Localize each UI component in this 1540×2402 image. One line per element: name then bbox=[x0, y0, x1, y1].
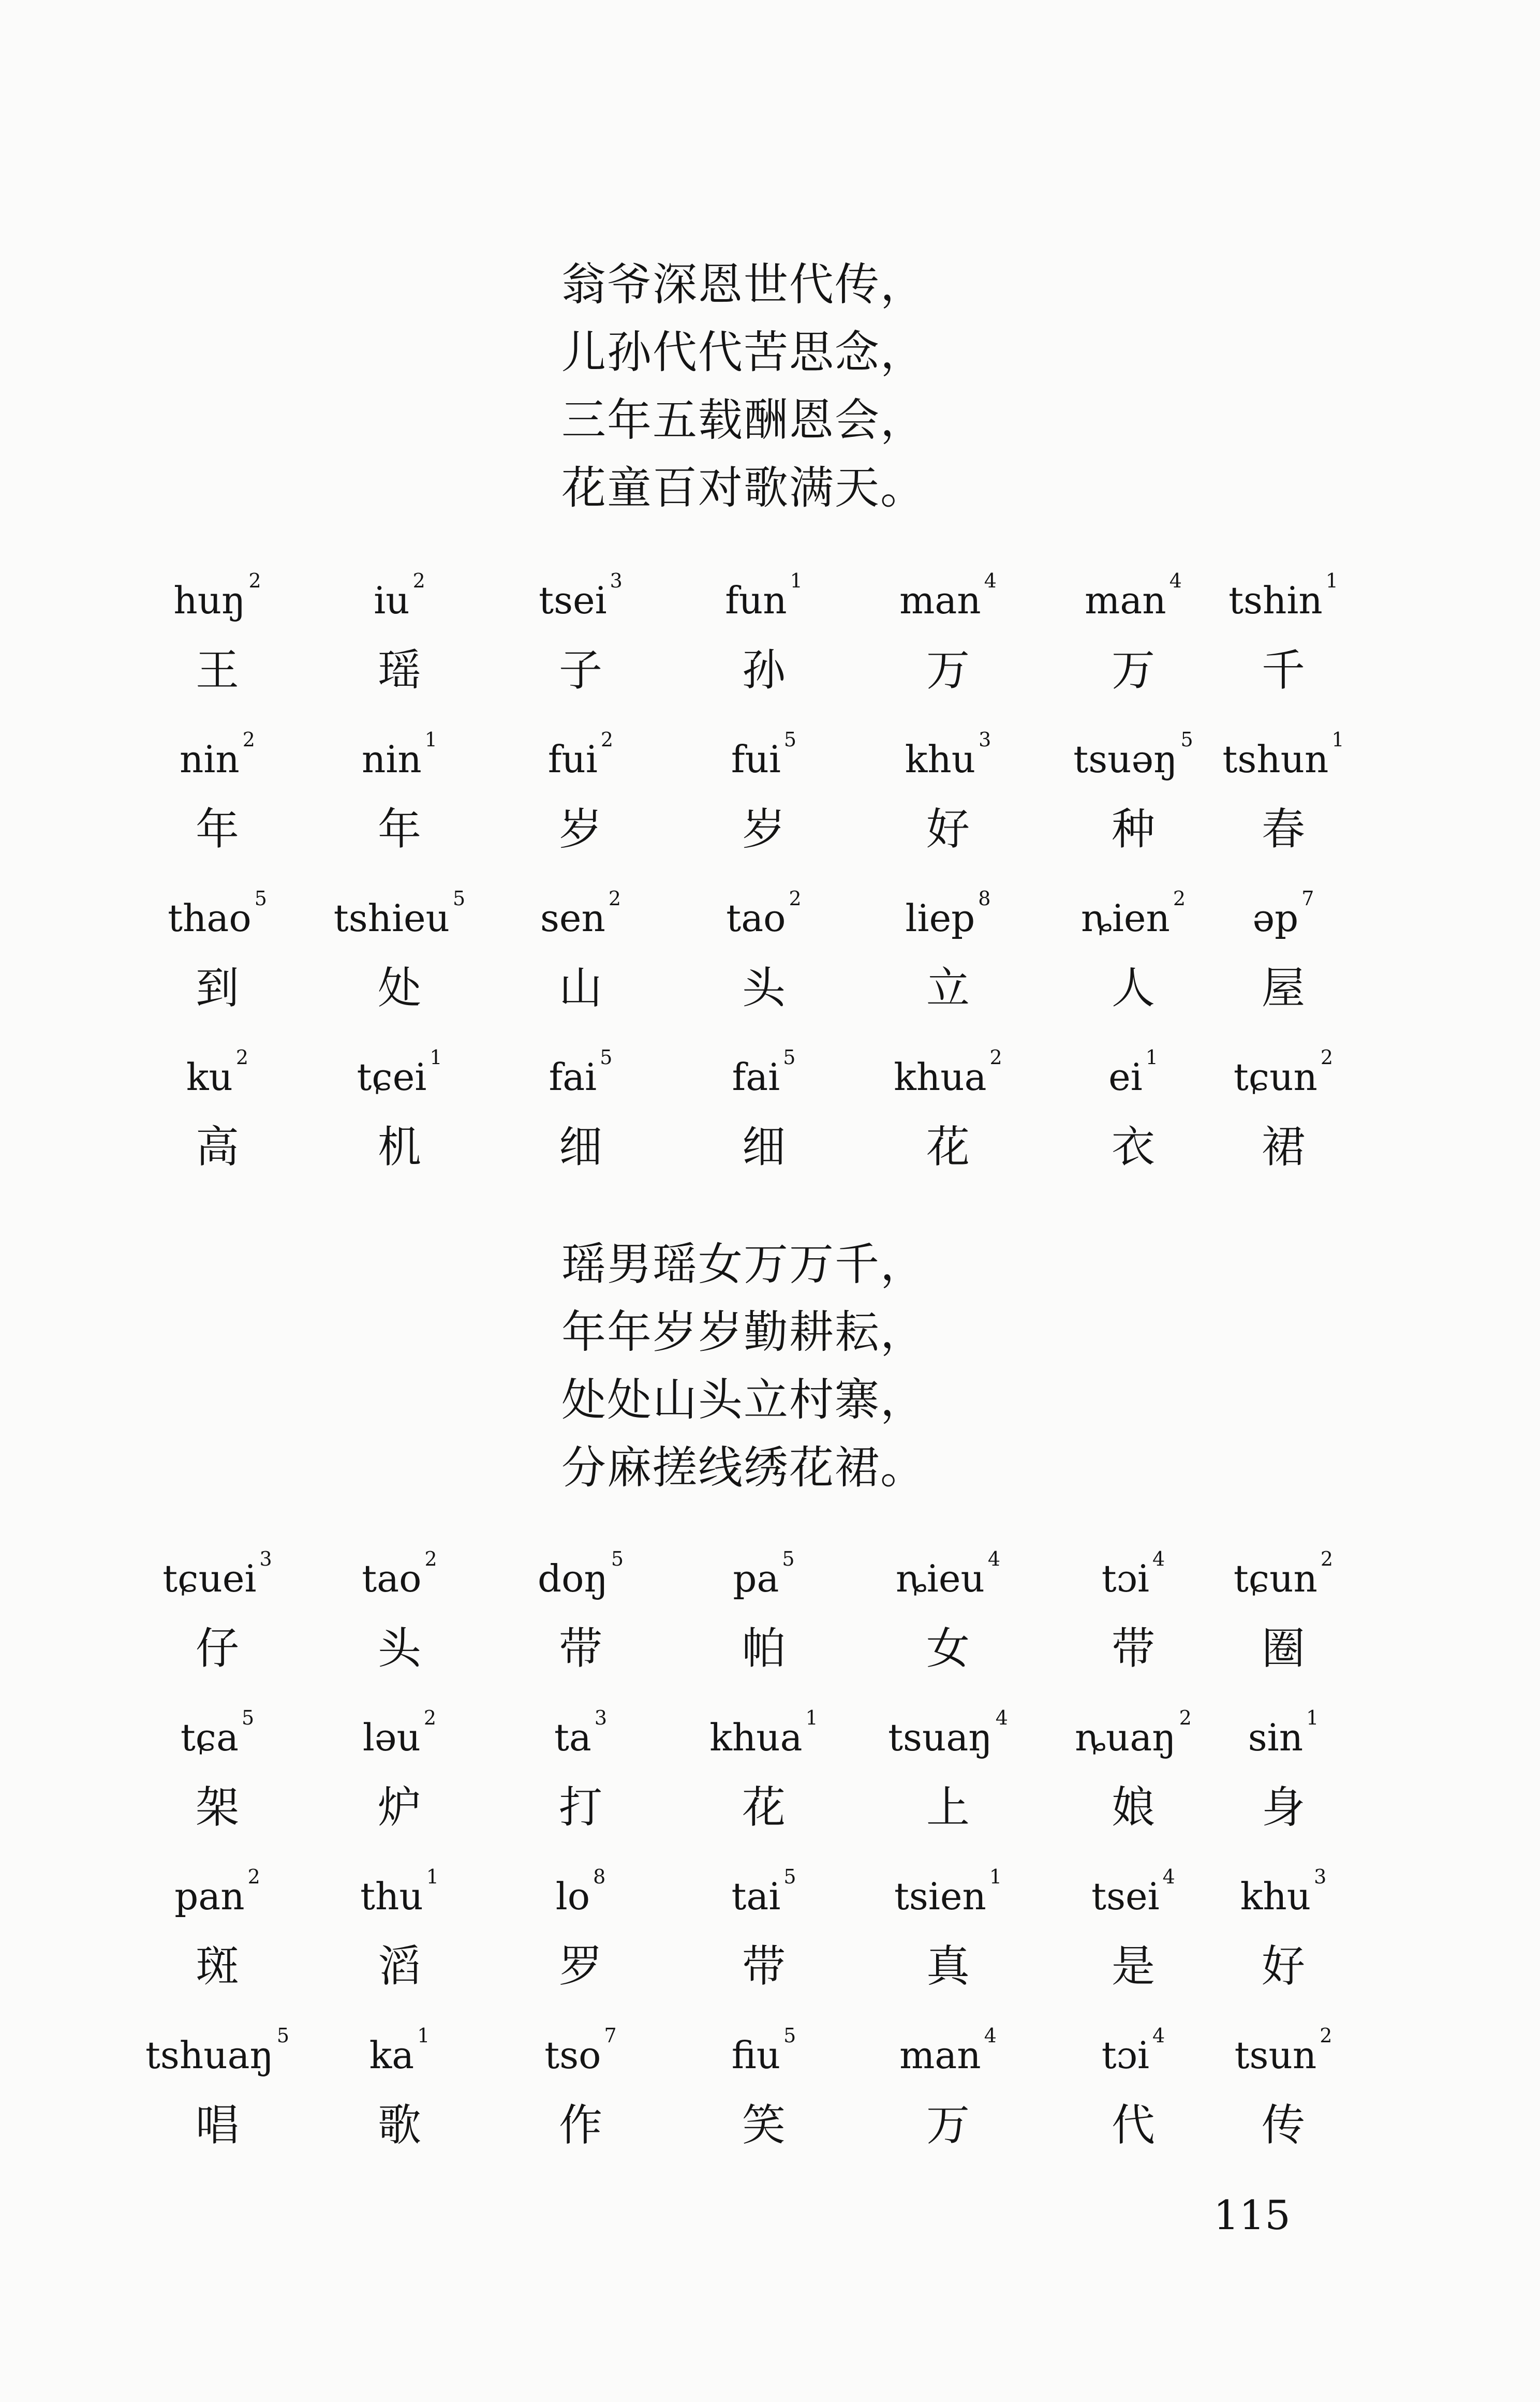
romanization bbox=[306, 726, 493, 793]
chinese-character: 春 bbox=[1261, 804, 1305, 854]
romanization bbox=[124, 1704, 310, 1771]
gloss-cell bbox=[855, 1043, 1041, 1183]
romanization bbox=[1190, 1545, 1376, 1612]
romanization bbox=[671, 567, 857, 634]
tone-number: 3 bbox=[594, 1706, 608, 1729]
syllable: ləu bbox=[362, 1716, 421, 1759]
syllable: ku bbox=[186, 1055, 233, 1099]
poem-line: 年年岁岁勤耕耘， bbox=[561, 1306, 926, 1358]
gloss-cell bbox=[1190, 1863, 1376, 2002]
chinese-character: 山 bbox=[558, 963, 602, 1013]
gloss-cell bbox=[487, 885, 674, 1024]
chinese-character: 到 bbox=[195, 963, 239, 1013]
romanization bbox=[855, 726, 1041, 793]
romanization bbox=[1190, 885, 1376, 952]
romanization bbox=[671, 1043, 857, 1111]
poem-line: 三年五载酬恩会， bbox=[561, 394, 926, 446]
tone-number: 1 bbox=[989, 1865, 1002, 1888]
syllable: ka bbox=[369, 2033, 414, 2077]
chinese-character: 好 bbox=[926, 804, 970, 854]
romanization bbox=[1190, 726, 1376, 793]
romanization bbox=[671, 2022, 857, 2089]
chinese-character: 笑 bbox=[742, 2100, 786, 2150]
syllable: fai bbox=[732, 1055, 780, 1099]
syllable: fun bbox=[725, 579, 787, 622]
interlinear-gloss-block-2 bbox=[0, 1545, 1540, 2180]
romanization bbox=[1190, 1043, 1376, 1111]
tone-number: 4 bbox=[1169, 569, 1182, 592]
chinese-character: 圈 bbox=[1261, 1623, 1305, 1674]
chinese-character: 千 bbox=[1261, 645, 1305, 696]
syllable: əp bbox=[1252, 896, 1299, 940]
tone-number: 1 bbox=[417, 2024, 430, 2047]
tone-number: 2 bbox=[608, 887, 621, 910]
chinese-character: 带 bbox=[1111, 1623, 1155, 1674]
romanization bbox=[1190, 1704, 1376, 1771]
tone-number: 7 bbox=[1301, 887, 1314, 910]
chinese-character: 衣 bbox=[1111, 1122, 1155, 1172]
gloss-cell bbox=[487, 1545, 674, 1685]
chinese-character: 年 bbox=[195, 804, 239, 854]
gloss-cell bbox=[671, 1545, 857, 1685]
romanization bbox=[487, 885, 674, 952]
romanization bbox=[487, 1863, 674, 1930]
tone-number: 5 bbox=[783, 1046, 796, 1069]
syllable: tɕa bbox=[180, 1716, 239, 1759]
chinese-character: 人 bbox=[1111, 963, 1155, 1013]
romanization bbox=[306, 885, 493, 952]
gloss-cell bbox=[671, 2022, 857, 2161]
gloss-cell bbox=[306, 2022, 493, 2161]
tone-number: 5 bbox=[783, 2024, 796, 2047]
tone-number: 2 bbox=[1173, 887, 1186, 910]
chinese-character: 王 bbox=[195, 645, 239, 696]
tone-number: 5 bbox=[782, 1548, 795, 1570]
tone-number: 5 bbox=[242, 1706, 255, 1729]
gloss-row bbox=[0, 567, 1540, 726]
chinese-character: 好 bbox=[1261, 1941, 1305, 1992]
gloss-cell bbox=[487, 1863, 674, 2002]
tone-number: 4 bbox=[984, 569, 997, 592]
gloss-cell bbox=[671, 885, 857, 1024]
tone-number: 2 bbox=[412, 569, 425, 592]
tone-number: 5 bbox=[453, 887, 466, 910]
romanization bbox=[306, 1545, 493, 1612]
syllable: ȵien bbox=[1080, 896, 1170, 940]
tone-number: 1 bbox=[424, 728, 437, 751]
gloss-cell bbox=[671, 1863, 857, 2002]
gloss-cell bbox=[487, 726, 674, 865]
romanization bbox=[487, 2022, 674, 2089]
poem-line: 翁爷深恩世代传， bbox=[561, 259, 926, 311]
chinese-character: 瑶 bbox=[377, 645, 421, 696]
tone-number: 3 bbox=[610, 569, 623, 592]
gloss-cell bbox=[306, 1043, 493, 1183]
romanization bbox=[124, 567, 310, 634]
romanization bbox=[671, 1704, 857, 1771]
page-number: 115 bbox=[1213, 2192, 1291, 2239]
syllable: tshieu bbox=[333, 896, 450, 940]
gloss-cell bbox=[855, 726, 1041, 865]
tone-number: 3 bbox=[259, 1548, 272, 1570]
interlinear-gloss-block-1 bbox=[0, 567, 1540, 1202]
tone-number: 2 bbox=[247, 1865, 260, 1888]
chinese-character: 娘 bbox=[1111, 1782, 1155, 1833]
romanization bbox=[671, 885, 857, 952]
romanization bbox=[124, 2022, 310, 2089]
chinese-character: 万 bbox=[926, 645, 970, 696]
tone-number: 2 bbox=[989, 1046, 1002, 1069]
chinese-character: 立 bbox=[926, 963, 970, 1013]
tone-number: 4 bbox=[1152, 2024, 1165, 2047]
gloss-cell bbox=[487, 1043, 674, 1183]
tone-number: 2 bbox=[1320, 1046, 1334, 1069]
chinese-character: 罗 bbox=[558, 1941, 602, 1992]
poem-stanza-1 bbox=[561, 251, 926, 522]
chinese-character: 帕 bbox=[742, 1623, 786, 1674]
chinese-character: 孙 bbox=[742, 645, 786, 696]
gloss-cell bbox=[855, 1545, 1041, 1685]
romanization bbox=[487, 1545, 674, 1612]
chinese-character: 花 bbox=[926, 1122, 970, 1172]
syllable: pa bbox=[733, 1557, 779, 1600]
tone-number: 1 bbox=[426, 1865, 439, 1888]
syllable: tsuəŋ bbox=[1073, 738, 1178, 781]
tone-number: 3 bbox=[1314, 1865, 1327, 1888]
syllable: tao bbox=[362, 1557, 422, 1600]
syllable: ta bbox=[554, 1716, 591, 1759]
gloss-cell bbox=[487, 567, 674, 706]
syllable: fai bbox=[549, 1055, 597, 1099]
romanization bbox=[124, 885, 310, 952]
syllable: fiu bbox=[731, 2033, 781, 2077]
syllable: khua bbox=[894, 1055, 987, 1099]
syllable: doŋ bbox=[538, 1557, 608, 1600]
tone-number: 2 bbox=[235, 1046, 249, 1069]
tone-number: 2 bbox=[1320, 2024, 1332, 2047]
chinese-character: 唱 bbox=[195, 2100, 239, 2150]
syllable: sen bbox=[540, 896, 605, 940]
syllable: man bbox=[1085, 579, 1166, 622]
chinese-character: 高 bbox=[195, 1122, 239, 1172]
tone-number: 4 bbox=[984, 2024, 997, 2047]
tone-number: 1 bbox=[1331, 728, 1344, 751]
tone-number: 2 bbox=[242, 728, 255, 751]
romanization bbox=[306, 2022, 493, 2089]
syllable: nin bbox=[362, 738, 422, 781]
chinese-character: 代 bbox=[1111, 2100, 1155, 2150]
gloss-row bbox=[0, 2022, 1540, 2180]
gloss-cell bbox=[1190, 885, 1376, 1024]
chinese-character: 种 bbox=[1111, 804, 1155, 854]
gloss-cell bbox=[306, 1545, 493, 1685]
tone-number: 8 bbox=[978, 887, 991, 910]
tone-number: 5 bbox=[783, 1865, 796, 1888]
gloss-cell bbox=[855, 885, 1041, 1024]
syllable: tshun bbox=[1222, 738, 1329, 781]
gloss-cell bbox=[306, 1863, 493, 2002]
chinese-character: 真 bbox=[926, 1941, 970, 1992]
chinese-character: 年 bbox=[377, 804, 421, 854]
romanization bbox=[487, 1704, 674, 1771]
chinese-character: 子 bbox=[558, 645, 602, 696]
gloss-cell bbox=[306, 1704, 493, 1844]
chinese-character: 女 bbox=[926, 1623, 970, 1674]
romanization bbox=[855, 885, 1041, 952]
gloss-cell bbox=[124, 1545, 310, 1685]
gloss-cell bbox=[1190, 1043, 1376, 1183]
tone-number: 5 bbox=[276, 2024, 290, 2047]
gloss-cell bbox=[306, 567, 493, 706]
syllable: tso bbox=[544, 2033, 601, 2077]
romanization bbox=[124, 1043, 310, 1111]
chinese-character: 屋 bbox=[1261, 963, 1305, 1013]
romanization bbox=[855, 1043, 1041, 1111]
gloss-cell bbox=[487, 2022, 674, 2161]
gloss-cell bbox=[124, 2022, 310, 2161]
gloss-cell bbox=[124, 1043, 310, 1183]
tone-number: 2 bbox=[789, 887, 802, 910]
syllable: khu bbox=[905, 738, 976, 781]
poem-line: 瑶男瑶女万万千， bbox=[561, 1239, 926, 1290]
gloss-cell bbox=[671, 567, 857, 706]
romanization bbox=[487, 567, 674, 634]
tone-number: 2 bbox=[248, 569, 261, 592]
tone-number: 2 bbox=[423, 1706, 437, 1729]
chinese-character: 炉 bbox=[377, 1782, 421, 1833]
romanization bbox=[855, 1704, 1041, 1771]
chinese-character: 花 bbox=[742, 1782, 786, 1833]
syllable: ei bbox=[1108, 1055, 1143, 1099]
syllable: tshuaŋ bbox=[145, 2033, 274, 2077]
romanization bbox=[855, 1863, 1041, 1930]
syllable: sin bbox=[1248, 1716, 1304, 1759]
tone-number: 2 bbox=[1179, 1706, 1192, 1729]
chinese-character: 滔 bbox=[377, 1941, 421, 1992]
syllable: iu bbox=[374, 579, 410, 622]
romanization bbox=[306, 1704, 493, 1771]
syllable: tɔi bbox=[1101, 1557, 1150, 1600]
romanization bbox=[124, 726, 310, 793]
syllable: tsuaŋ bbox=[888, 1716, 993, 1759]
romanization bbox=[124, 1545, 310, 1612]
tone-number: 1 bbox=[1145, 1046, 1158, 1069]
poem-line: 处处山头立村寨， bbox=[561, 1374, 926, 1426]
syllable: tsei bbox=[1091, 1875, 1160, 1918]
tone-number: 4 bbox=[995, 1706, 1008, 1729]
poem-line: 儿孙代代苦思念， bbox=[561, 327, 926, 378]
syllable: tɕun bbox=[1233, 1557, 1317, 1600]
gloss-cell bbox=[306, 726, 493, 865]
syllable: fui bbox=[731, 738, 781, 781]
tone-number: 5 bbox=[611, 1548, 624, 1570]
chinese-character: 传 bbox=[1261, 2100, 1305, 2150]
syllable: khu bbox=[1240, 1875, 1311, 1918]
gloss-cell bbox=[855, 1863, 1041, 2002]
syllable: tai bbox=[731, 1875, 781, 1918]
romanization bbox=[671, 1545, 857, 1612]
gloss-cell bbox=[306, 885, 493, 1024]
tone-number: 4 bbox=[1152, 1548, 1165, 1570]
chinese-character: 歌 bbox=[377, 2100, 421, 2150]
chinese-character: 岁 bbox=[742, 804, 786, 854]
syllable: tɕun bbox=[1233, 1055, 1317, 1099]
gloss-cell bbox=[487, 1704, 674, 1844]
gloss-row bbox=[0, 885, 1540, 1043]
chinese-character: 处 bbox=[377, 963, 421, 1013]
chinese-character: 打 bbox=[558, 1782, 602, 1833]
syllable: pan bbox=[174, 1875, 245, 1918]
romanization bbox=[124, 1863, 310, 1930]
syllable: tsien bbox=[894, 1875, 986, 1918]
gloss-cell bbox=[855, 1704, 1041, 1844]
tone-number: 1 bbox=[430, 1046, 442, 1069]
gloss-cell bbox=[124, 726, 310, 865]
chinese-character: 仔 bbox=[195, 1623, 239, 1674]
tone-number: 1 bbox=[790, 569, 803, 592]
chinese-character: 斑 bbox=[195, 1941, 239, 1992]
tone-number: 5 bbox=[254, 887, 267, 910]
syllable: tɔi bbox=[1101, 2033, 1150, 2077]
gloss-cell bbox=[124, 567, 310, 706]
chinese-character: 是 bbox=[1111, 1941, 1155, 1992]
romanization bbox=[855, 567, 1041, 634]
syllable: tao bbox=[726, 896, 786, 940]
romanization bbox=[487, 1043, 674, 1111]
syllable: tsun bbox=[1234, 2033, 1317, 2077]
romanization bbox=[855, 1545, 1041, 1612]
romanization bbox=[306, 1863, 493, 1930]
chinese-character: 带 bbox=[558, 1623, 602, 1674]
gloss-row bbox=[0, 1863, 1540, 2022]
gloss-cell bbox=[1190, 1704, 1376, 1844]
gloss-cell bbox=[671, 1043, 857, 1183]
tone-number: 4 bbox=[1162, 1865, 1175, 1888]
syllable: tshin bbox=[1228, 579, 1323, 622]
romanization bbox=[1190, 1863, 1376, 1930]
romanization bbox=[855, 2022, 1041, 2089]
chinese-character: 身 bbox=[1261, 1782, 1305, 1833]
chinese-character: 机 bbox=[377, 1122, 421, 1172]
tone-number: 2 bbox=[424, 1548, 437, 1570]
tone-number: 7 bbox=[604, 2024, 617, 2047]
gloss-cell bbox=[1190, 726, 1376, 865]
gloss-cell bbox=[124, 1704, 310, 1844]
syllable: thu bbox=[360, 1875, 423, 1918]
romanization bbox=[1190, 567, 1376, 634]
gloss-cell bbox=[124, 1863, 310, 2002]
poem-line: 分麻搓线绣花裙。 bbox=[561, 1442, 926, 1494]
romanization bbox=[306, 567, 493, 634]
tone-number: 4 bbox=[987, 1548, 1001, 1570]
tone-number: 1 bbox=[805, 1706, 818, 1729]
romanization bbox=[487, 726, 674, 793]
chinese-character: 细 bbox=[742, 1122, 786, 1172]
chinese-character: 裙 bbox=[1261, 1122, 1305, 1172]
gloss-cell bbox=[1190, 2022, 1376, 2161]
romanization bbox=[671, 726, 857, 793]
poem-line: 花童百对歌满天。 bbox=[561, 462, 926, 514]
poem-stanza-2 bbox=[561, 1231, 926, 1502]
chinese-character: 万 bbox=[1111, 645, 1155, 696]
chinese-character: 架 bbox=[195, 1782, 239, 1833]
gloss-cell bbox=[1190, 567, 1376, 706]
syllable: tɕuei bbox=[162, 1557, 257, 1600]
gloss-cell bbox=[671, 1704, 857, 1844]
chinese-character: 头 bbox=[742, 963, 786, 1013]
gloss-cell bbox=[855, 567, 1041, 706]
syllable: nin bbox=[180, 738, 240, 781]
syllable: ȵuaŋ bbox=[1075, 1716, 1176, 1759]
romanization bbox=[306, 1043, 493, 1111]
tone-number: 8 bbox=[593, 1865, 606, 1888]
tone-number: 1 bbox=[1306, 1706, 1319, 1729]
tone-number: 5 bbox=[600, 1046, 613, 1069]
syllable: liep bbox=[905, 896, 975, 940]
syllable: ȵieu bbox=[895, 1557, 985, 1600]
tone-number: 2 bbox=[600, 728, 614, 751]
tone-number: 5 bbox=[783, 728, 797, 751]
gloss-cell bbox=[1190, 1545, 1376, 1685]
syllable: lo bbox=[555, 1875, 590, 1918]
syllable: tɕei bbox=[357, 1055, 427, 1099]
gloss-cell bbox=[855, 2022, 1041, 2161]
chinese-character: 上 bbox=[926, 1782, 970, 1833]
gloss-row bbox=[0, 1545, 1540, 1704]
tone-number: 2 bbox=[1320, 1548, 1334, 1570]
romanization bbox=[1190, 2022, 1376, 2089]
syllable: tsei bbox=[539, 579, 607, 622]
gloss-cell bbox=[124, 885, 310, 1024]
syllable: man bbox=[899, 579, 981, 622]
chinese-character: 万 bbox=[926, 2100, 970, 2150]
chinese-character: 岁 bbox=[558, 804, 602, 854]
tone-number: 3 bbox=[979, 728, 991, 751]
chinese-character: 带 bbox=[742, 1941, 786, 1992]
gloss-row bbox=[0, 1043, 1540, 1202]
syllable: fui bbox=[547, 738, 598, 781]
syllable: thao bbox=[168, 896, 251, 940]
romanization bbox=[671, 1863, 857, 1930]
tone-number: 5 bbox=[1180, 728, 1193, 751]
tone-number: 1 bbox=[1325, 569, 1338, 592]
syllable: khua bbox=[709, 1716, 803, 1759]
gloss-cell bbox=[671, 726, 857, 865]
chinese-character: 细 bbox=[558, 1122, 602, 1172]
chinese-character: 头 bbox=[377, 1623, 421, 1674]
gloss-row bbox=[0, 1704, 1540, 1863]
gloss-row bbox=[0, 726, 1540, 885]
syllable: man bbox=[899, 2033, 981, 2077]
syllable: huŋ bbox=[173, 579, 246, 622]
chinese-character: 作 bbox=[558, 2100, 602, 2150]
